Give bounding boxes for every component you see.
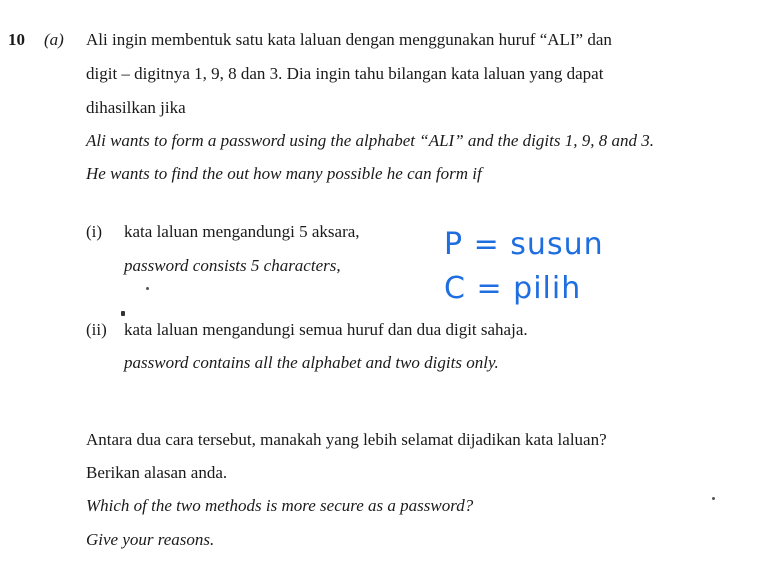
handwritten-note-2: C = pilih [444,271,582,306]
sub-i-label: (i) [86,222,103,241]
intro-en-line-1: Ali wants to form a password using the alphabet “ALI” and the digits 1, 9, 8 and 3. [86,131,654,150]
stray-mark [146,287,149,290]
stray-mark [712,497,715,500]
sub-ii-ms: kata laluan mengandungi semua huruf dan dua digit sahaja. [124,320,528,339]
intro-ms-line-1: Ali ingin membentuk satu kata laluan dengan menggunakan huruf “ALI” dan [86,30,612,49]
closing-ms-line-2: Berikan alasan anda. [86,463,228,482]
handwritten-note-1: P = susun [444,227,604,262]
sub-ii-en: password contains all the alphabet and two digits only. [124,353,499,372]
intro-ms-line-2: digit – digitnya 1, 9, 8 dan 3. Dia ingin tahu bilangan kata laluan yang dapat [86,64,604,83]
question-number: 10 [8,30,25,49]
sub-ii-label: (ii) [86,320,107,339]
closing-en-line-1: Which of the two methods is more secure as a password? [86,496,474,515]
intro-en-line-2: He wants to find the out how many possible he can form if [86,164,482,183]
closing-ms-line-1: Antara dua cara tersebut, manakah yang lebih selamat dijadikan kata laluan? [86,430,607,449]
sub-i-ms: kata laluan mengandungi 5 aksara, [124,222,360,241]
part-letter: (a) [44,30,64,49]
question-part-label [44,30,64,50]
stray-mark [121,311,125,316]
intro-ms-line-3: dihasilkan jika [86,98,186,117]
closing-en-line-2: Give your reasons. [86,530,215,549]
sub-i-en: password consists 5 characters, [124,256,341,275]
